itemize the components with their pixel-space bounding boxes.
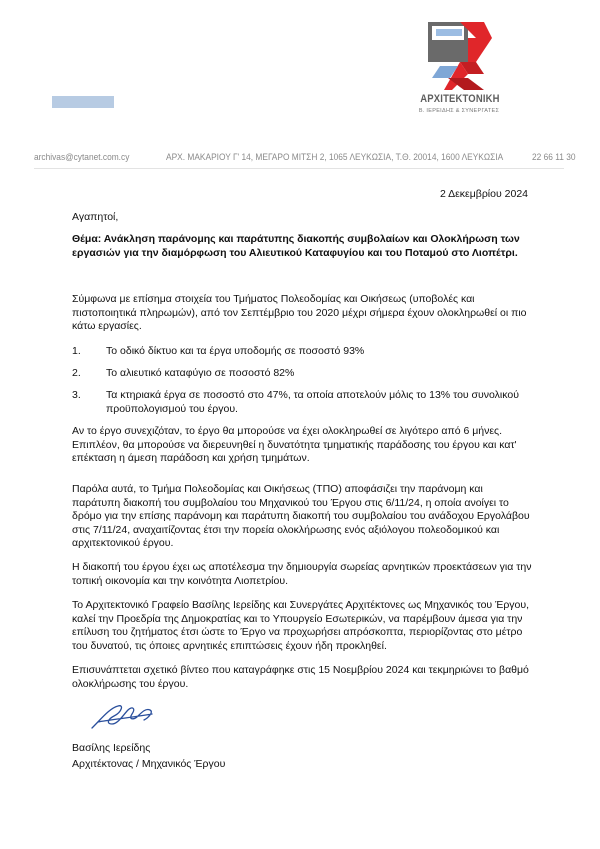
list-number: 2.: [72, 367, 81, 379]
letter-date: 2 Δεκεμβρίου 2024: [439, 188, 528, 200]
paragraph-consequences: Η διακοπή του έργου έχει ως αποτέλεσμα την δημιουργία σωρείας αρνητικών προεκτάσεων για την τοπική οικονομία και την κοινότητα Λιοπετρίου.: [72, 561, 532, 587]
list-text: Τα κτηριακά έργα σε ποσοστό στο 47%, τα οποία αποτελούν μόλις το 13% του συνολικού προϋπολογισμού του έργου.: [106, 389, 519, 415]
paragraph-attachment: Επισυνάπτεται σχετικό βίντεο που καταγράφηκε στις 15 Νοεμβρίου 2024 και τεκμηριώνει το βαθμό ολοκλήρωσης του έργου.: [72, 664, 529, 690]
intro-paragraph: Σύμφωνα με επίσημα στοιχεία του Τμήματος Πολεοδομίας και Οικήσεως (υποβολές και πιστοποιητικά πληρωμών), από τον Σεπτέμβριο του 2020 μέχρι σήμερα έχουν ολοκληρωθεί οι πιο κάτω εργασίες.: [72, 293, 527, 333]
contact-phone: 22 66 11 30: [532, 152, 576, 163]
contact-email: archivas@cytanet.com.cy: [34, 152, 130, 163]
contact-address: ΑΡΧ. ΜΑΚΑΡΙΟΥ Γ' 14, ΜΕΓΑΡΟ ΜΙΤΣΗ 2, 1065 ΛΕΥΚΩΣΙΑ, Τ.Θ. 20014, 1600 ΛΕΥΚΩΣΙΑ: [166, 152, 504, 163]
paragraph-continuation: Αν το έργο συνεχιζόταν, το έργο θα μπορούσε να έχει ολοκληρωθεί σε λιγότερο από 6 μήνες. Επιπλέον, θα μπορούσε να διερευνηθεί η δυνατότητα τμηματικής παράδοσης του έργου και κατ' επέκταση η άμεση παράδοση και χρήση τμημάτων.: [72, 425, 517, 465]
paragraph-termination: Παρόλα αυτά, το Τμήμα Πολεοδομίας και Οικήσεως (ΤΠΟ) αποφάσιζει την παράνομη και παράτυπη διακοπή του συμβολαίου του Μηχανικού του Έργου στις 6/11/24, η οποία ανοίγει το δρόμο για την επίσης παράνομη και παράτυπη διακοπή του συμβολαίου του ανάδοχου Εργολάβου στις 7/11/24, αναχαιτίζοντας έτσι την πορεία ολοκλήρωσης ενός αξιόλογου πολεοδομικού και αρχιτεκτονικού έργου.: [72, 483, 530, 550]
contact-line: [34, 152, 574, 166]
list-text: Το οδικό δίκτυο και τα έργα υποδομής σε ποσοστό 93%: [106, 345, 365, 357]
logo-subtitle: Β. ΙΕΡΕΙΔΗΣ & ΣΥΝΕΡΓΑΤΕΣ: [418, 108, 500, 114]
logo-mark-icon: [428, 22, 492, 90]
header-divider: [34, 168, 564, 169]
list-number: 1.: [72, 345, 81, 357]
signer-title: Αρχιτέκτονας / Μηχανικός Έργου: [72, 758, 226, 770]
greeting: Αγαπητοί,: [72, 211, 119, 223]
list-number: 3.: [72, 389, 81, 401]
company-logo: [414, 22, 504, 122]
signer-name: Βασίλης Ιερείδης: [72, 742, 151, 754]
paragraph-appeal: Το Αρχιτεκτονικό Γραφείο Βασίλης Ιερείδης και Συνεργάτες Αρχιτέκτονες ως Μηχανικός του Έργου, καλεί την Προεδρία της Δημοκρατίας και το Υπουργείο Εσωτερικών, να παρέμβουν άμεσα για την επίλυση του ζητήματος έτσι ώστε το Έργο να προχωρήσει απρόσκοπτα, περιορίζοντας στο μέτρο του δυνατού, τις όποιες αρνητικές επιπτώσεις έχουν ήδη προκληθεί.: [72, 599, 530, 652]
subject-line: Θέμα: Ανάκληση παράνομης και παράτυπης διακοπής συμβολαίων και Ολοκλήρωση των εργασιών για την διαμόρφωση του Αλιευτικού Καταφυγίου και του Ποταμού στο Λιοπέτρι.: [72, 233, 520, 259]
list-text: Το αλιευτικό καταφύγιο σε ποσοστό 82%: [106, 367, 295, 379]
handwritten-signature-icon: [88, 700, 158, 734]
logo-name: ΑΡΧΙΤΕΚΤΟΝΙΚΗ: [420, 93, 500, 105]
decorative-blue-bar: [52, 96, 114, 108]
